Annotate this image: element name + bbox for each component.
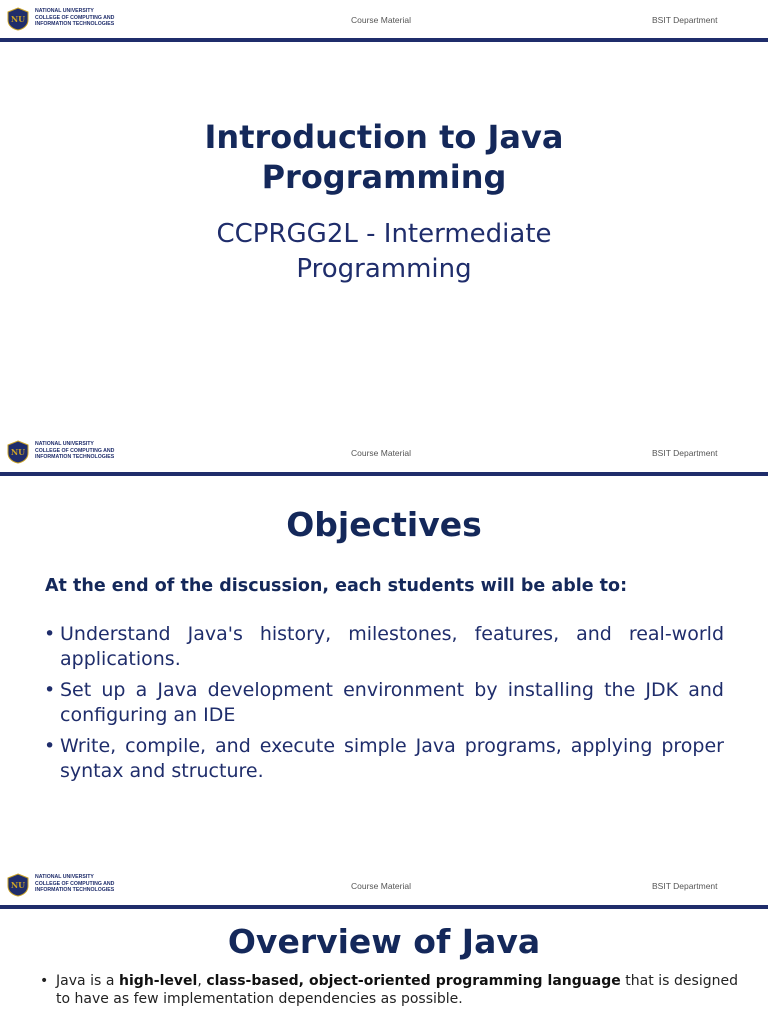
logo-line-3: INFORMATION TECHNOLOGIES — [35, 887, 115, 894]
logo-text — [35, 8, 114, 28]
logo-text — [35, 874, 114, 894]
overview-bullet — [40, 972, 738, 1008]
bullet-bold-term: high-level — [119, 973, 198, 989]
bullet-bold-term: class-based, object-oriented programming language — [206, 973, 621, 989]
header-divider — [0, 38, 768, 42]
slide2-header — [0, 433, 768, 473]
university-logo-icon — [7, 7, 29, 31]
slide3-header — [0, 866, 768, 906]
header-course-material: Course Material — [351, 15, 411, 25]
logo-line-1: NATIONAL UNIVERSITY — [35, 8, 94, 14]
bullet-text: that is designed to have as few implementation dependencies as possible. — [56, 973, 738, 1007]
logo-line-1: NATIONAL UNIVERSITY — [35, 874, 94, 880]
logo-line-2: COLLEGE OF COMPUTING AND — [35, 447, 115, 454]
slide1-header — [0, 0, 768, 40]
logo-line-3: INFORMATION TECHNOLOGIES — [35, 21, 115, 28]
logo-line-1: NATIONAL UNIVERSITY — [35, 441, 94, 447]
university-logo-icon — [7, 440, 29, 464]
slide1-title-line1: Introduction to Java — [204, 118, 564, 156]
header-department: BSIT Department — [652, 15, 718, 25]
header-department: BSIT Department — [652, 448, 718, 458]
logo-line-2: COLLEGE OF COMPUTING AND — [35, 14, 115, 21]
header-course-material: Course Material — [351, 448, 411, 458]
objective-item: • Write, compile, and execute simple Java programs, applying proper syntax and structure. — [44, 734, 724, 784]
header-department: BSIT Department — [652, 881, 718, 891]
svg-text:NU: NU — [10, 880, 26, 890]
slide1-subtitle-line1: CCPRGG2L - Intermediate — [216, 219, 552, 249]
header-course-material: Course Material — [351, 881, 411, 891]
objectives-intro: At the end of the discussion, each students will be able to: — [45, 576, 628, 596]
slide3-title: Overview of Java — [227, 922, 541, 961]
logo-text — [35, 441, 114, 461]
slide1-title-line2: Programming — [261, 158, 507, 196]
logo-line-2: COLLEGE OF COMPUTING AND — [35, 880, 115, 887]
objective-item: • Set up a Java development environment by installing the JDK and configuring an IDE — [44, 678, 724, 728]
bullet-text: , — [197, 973, 207, 989]
slide2-title: Objectives — [286, 505, 482, 544]
slide1-subtitle-line2: Programming — [296, 254, 472, 284]
bullet-text: Java is a — [56, 973, 120, 989]
objective-item: • Understand Java's history, milestones, features, and real-world applications. — [44, 622, 724, 672]
header-divider — [0, 905, 768, 909]
objectives-list — [44, 622, 724, 790]
svg-text:NU: NU — [10, 447, 26, 457]
svg-text:NU: NU — [10, 14, 26, 24]
university-logo-icon — [7, 873, 29, 897]
header-divider — [0, 472, 768, 476]
logo-line-3: INFORMATION TECHNOLOGIES — [35, 454, 115, 461]
